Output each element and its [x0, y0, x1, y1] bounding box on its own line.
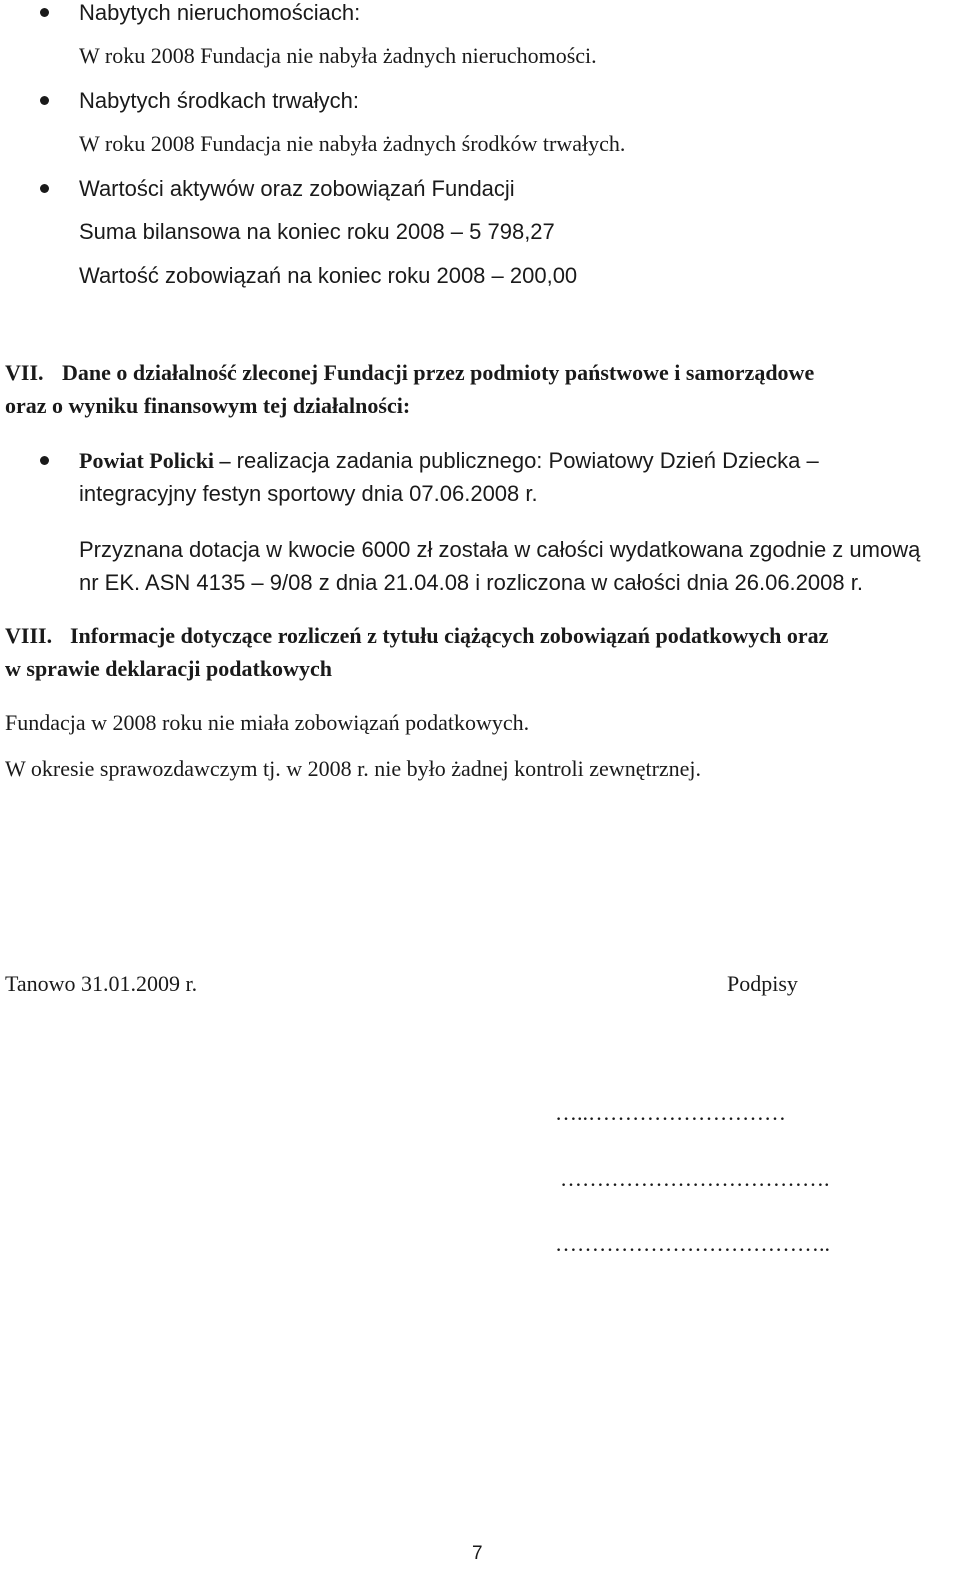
section-heading: Informacje dotyczące rozliczeń z tytułu ciążących zobowiązań podatkowych oraz — [70, 623, 829, 648]
section-number: VII. — [5, 360, 44, 385]
section-heading: w sprawie deklaracji podatkowych — [5, 656, 332, 681]
bullet-icon — [40, 456, 49, 465]
list-item-text: integracyjny festyn sportowy dnia 07.06.2008 r. — [79, 481, 538, 506]
grant-text: nr EK. ASN 4135 – 9/08 z dnia 21.04.08 i rozliczona w całości dnia 26.06.2008 r. — [79, 570, 863, 595]
paragraph: Fundacja w 2008 roku nie miała zobowiązań podatkowych. — [5, 710, 530, 735]
list-item-text: realizacja zadania publicznego: Powiatowy Dzień Dziecka – — [230, 448, 819, 473]
signature-line: ……………………………….. — [555, 1231, 830, 1256]
paragraph: W okresie sprawozdawczym tj. w 2008 r. nie było żadnej kontroli zewnętrznej. — [5, 756, 702, 781]
list-item-text: W roku 2008 Fundacja nie nabyła żadnych środków trwałych. — [79, 131, 626, 156]
page-number: 7 — [472, 1543, 483, 1564]
section-heading: oraz o wyniku finansowym tej działalności: — [5, 393, 411, 418]
place-date: Tanowo 31.01.2009 r. — [5, 971, 198, 996]
list-item-text: W roku 2008 Fundacja nie nabyła żadnych nieruchomości. — [79, 43, 597, 68]
bullet-icon — [40, 96, 49, 105]
bullet-icon — [40, 8, 49, 17]
bullet-icon — [40, 184, 49, 193]
section-number: VIII. — [5, 623, 53, 648]
signature-line: ………………………………. — [560, 1166, 830, 1191]
signature-line: …..……………………… — [555, 1100, 786, 1125]
list-item-text: Suma bilansowa na koniec roku 2008 – 5 798,27 — [79, 219, 555, 244]
signatures-label: Podpisy — [727, 971, 798, 996]
list-item-label: Nabytych środkach trwałych: — [79, 88, 359, 113]
list-item-label: Nabytych nieruchomościach: — [79, 0, 361, 25]
list-item-label: Wartości aktywów oraz zobowiązań Fundacji — [79, 176, 515, 201]
list-item-label: Powiat Policki – — [79, 448, 231, 473]
section-heading: Dane o działalność zleconej Fundacji przez podmioty państwowe i samorządowe — [62, 360, 815, 385]
list-item — [79, 448, 819, 474]
grant-text: Przyznana dotacja w kwocie 6000 zł została w całości wydatkowana zgodnie z umową — [79, 537, 921, 562]
list-item-text: Wartość zobowiązań na koniec roku 2008 – 200,00 — [79, 263, 578, 288]
